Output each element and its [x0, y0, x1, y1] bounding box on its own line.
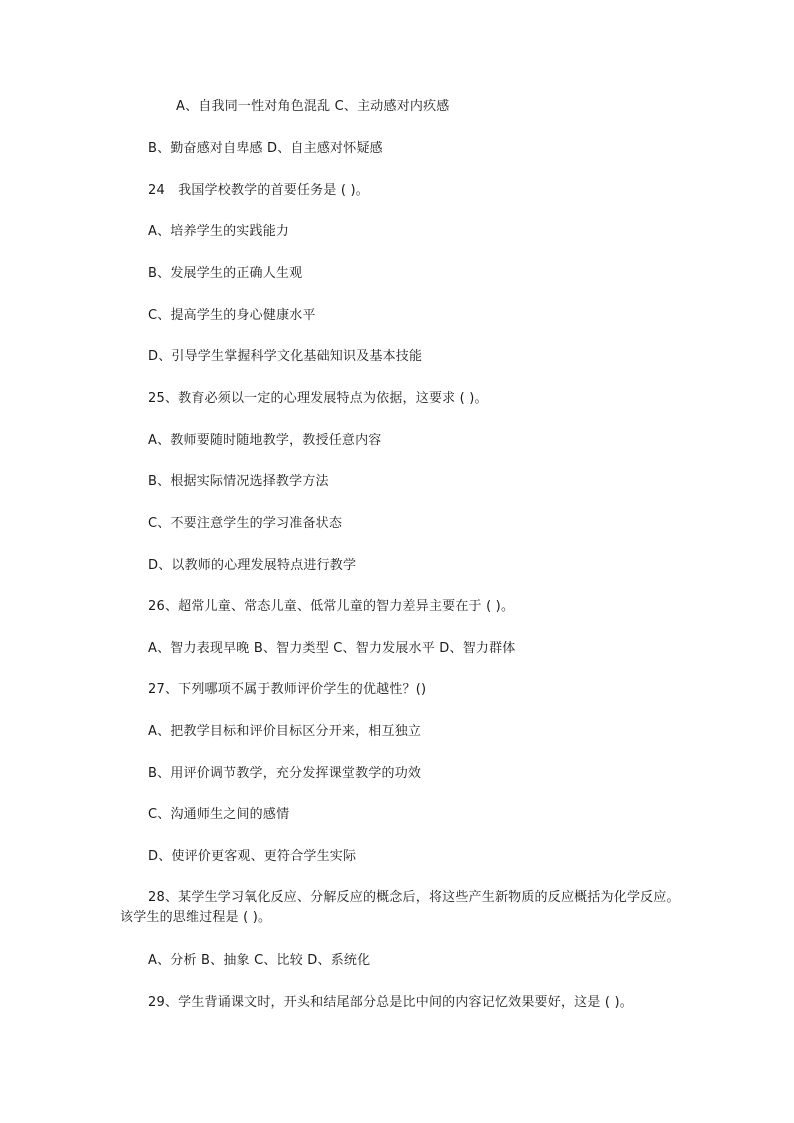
option-line: A、教师要随时随地教学，教授任意内容	[148, 433, 382, 448]
option-line: B、勤奋感对自卑感 D、自主感对怀疑感	[148, 141, 383, 156]
question-28: 28、某学生学习氧化反应、分解反应的概念后，将这些产生新物质的反应概括为化学反应。该学生的思维过程是 ( )。	[120, 890, 680, 925]
question-24: 24 我国学校教学的首要任务是 ( )。	[148, 183, 369, 198]
question-27: 27、下列哪项不属于教师评价学生的优越性？()	[148, 682, 427, 697]
option-line: A、培养学生的实践能力	[148, 224, 290, 239]
option-line: C、不要注意学生的学习准备状态	[148, 516, 343, 531]
option-line: B、发展学生的正确人生观	[148, 266, 303, 281]
question-29: 29、学生背诵课文时，开头和结尾部分总是比中间的内容记忆效果要好，这是 ( )。	[148, 995, 633, 1010]
option-line: A、自我同一性对角色混乱 C、主动感对内疚感	[176, 99, 450, 114]
question-25: 25、教育必须以一定的心理发展特点为依据，这要求 ( )。	[148, 391, 488, 406]
question-26: 26、超常儿童、常态儿童、低常儿童的智力差异主要在于 ( )。	[148, 599, 515, 614]
option-line: C、提高学生的身心健康水平	[148, 308, 316, 323]
option-line: D、以教师的心理发展特点进行教学	[148, 558, 357, 573]
option-line: C、沟通师生之间的感情	[148, 807, 290, 822]
option-line: A、分析 B、抽象 C、比较 D、系统化	[148, 953, 371, 968]
option-line: D、使评价更客观、更符合学生实际	[148, 849, 357, 864]
option-line: A、把教学目标和评价目标区分开来，相互独立	[148, 724, 422, 739]
option-line: A、智力表现早晚 B、智力类型 C、智力发展水平 D、智力群体	[148, 641, 516, 656]
option-line: D、引导学生掌握科学文化基础知识及基本技能	[148, 349, 423, 364]
option-line: B、根据实际情况选择教学方法	[148, 474, 329, 489]
option-line: B、用评价调节教学，充分发挥课堂教学的功效	[148, 766, 422, 781]
